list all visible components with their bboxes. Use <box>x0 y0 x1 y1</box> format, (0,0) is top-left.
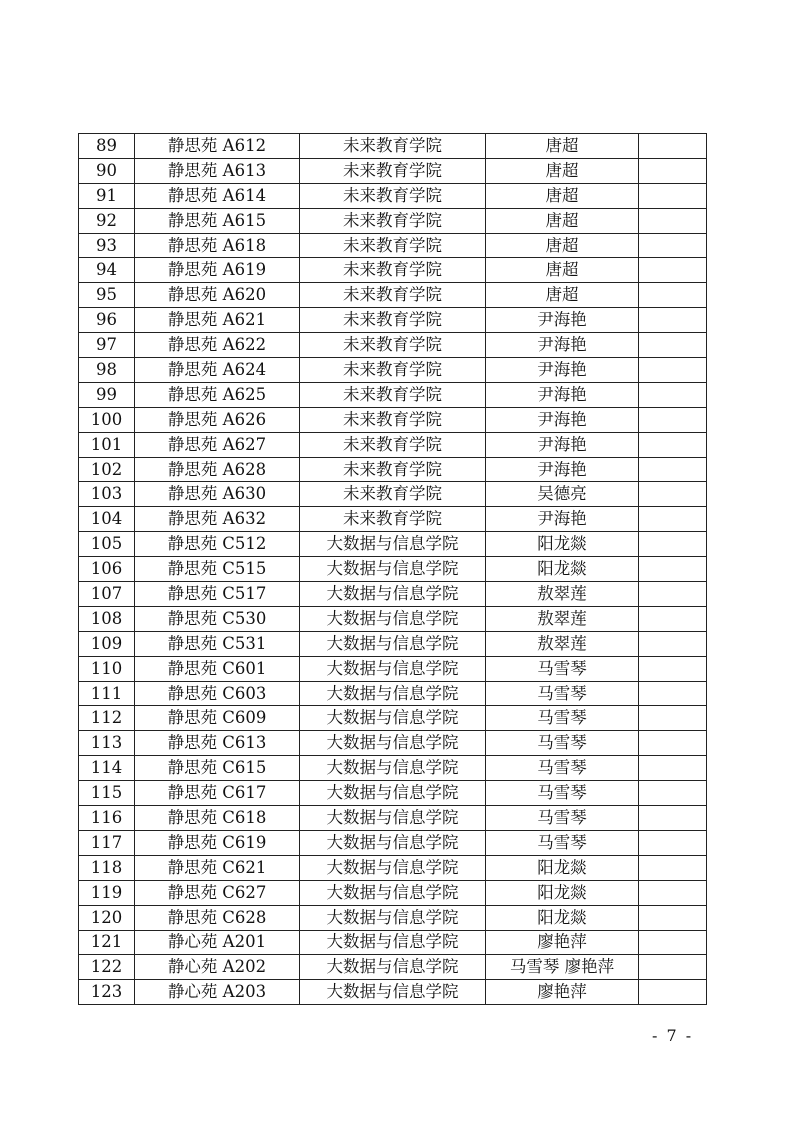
row-number-cell: 105 <box>79 532 135 557</box>
row-number-cell: 115 <box>79 781 135 806</box>
teacher-cell: 马雪琴 廖艳萍 <box>486 955 639 980</box>
table-row <box>79 606 707 631</box>
college-cell: 大数据与信息学院 <box>300 582 486 607</box>
row-number-cell: 117 <box>79 830 135 855</box>
row-number-cell: 122 <box>79 955 135 980</box>
remark-cell <box>639 358 707 383</box>
college-cell: 未来教育学院 <box>300 158 486 183</box>
table-row <box>79 233 707 258</box>
row-number-cell: 104 <box>79 507 135 532</box>
teacher-cell: 敖翠莲 <box>486 606 639 631</box>
dorm-room-cell: 静思苑 A622 <box>135 333 300 358</box>
row-number-cell: 93 <box>79 233 135 258</box>
row-number-cell: 103 <box>79 482 135 507</box>
college-cell: 大数据与信息学院 <box>300 955 486 980</box>
remark-cell <box>639 631 707 656</box>
table-row <box>79 158 707 183</box>
remark-cell <box>639 830 707 855</box>
college-cell: 未来教育学院 <box>300 233 486 258</box>
teacher-cell: 马雪琴 <box>486 681 639 706</box>
table-row <box>79 582 707 607</box>
teacher-cell: 马雪琴 <box>486 706 639 731</box>
teacher-cell: 尹海艳 <box>486 308 639 333</box>
table-row <box>79 830 707 855</box>
remark-cell <box>639 432 707 457</box>
table-row <box>79 880 707 905</box>
row-number-cell: 123 <box>79 980 135 1005</box>
teacher-cell: 尹海艳 <box>486 432 639 457</box>
college-cell: 未来教育学院 <box>300 407 486 432</box>
row-number-cell: 100 <box>79 407 135 432</box>
row-number-cell: 116 <box>79 806 135 831</box>
dorm-table <box>78 133 707 1005</box>
dorm-room-cell: 静思苑 A626 <box>135 407 300 432</box>
remark-cell <box>639 681 707 706</box>
remark-cell <box>639 806 707 831</box>
table-row <box>79 382 707 407</box>
table-row <box>79 731 707 756</box>
teacher-cell: 马雪琴 <box>486 806 639 831</box>
college-cell: 未来教育学院 <box>300 482 486 507</box>
remark-cell <box>639 407 707 432</box>
dorm-room-cell: 静思苑 A630 <box>135 482 300 507</box>
row-number-cell: 99 <box>79 382 135 407</box>
dorm-room-cell: 静心苑 A203 <box>135 980 300 1005</box>
table-row <box>79 855 707 880</box>
teacher-cell: 马雪琴 <box>486 656 639 681</box>
college-cell: 大数据与信息学院 <box>300 980 486 1005</box>
row-number-cell: 102 <box>79 457 135 482</box>
college-cell: 大数据与信息学院 <box>300 606 486 631</box>
remark-cell <box>639 905 707 930</box>
college-cell: 未来教育学院 <box>300 308 486 333</box>
teacher-cell: 阳龙燚 <box>486 557 639 582</box>
college-cell: 大数据与信息学院 <box>300 681 486 706</box>
college-cell: 未来教育学院 <box>300 457 486 482</box>
remark-cell <box>639 781 707 806</box>
college-cell: 大数据与信息学院 <box>300 905 486 930</box>
teacher-cell: 马雪琴 <box>486 756 639 781</box>
college-cell: 未来教育学院 <box>300 432 486 457</box>
dorm-room-cell: 静思苑 C517 <box>135 582 300 607</box>
dorm-room-cell: 静心苑 A201 <box>135 930 300 955</box>
dorm-room-cell: 静思苑 C617 <box>135 781 300 806</box>
teacher-cell: 唐超 <box>486 258 639 283</box>
teacher-cell: 敖翠莲 <box>486 582 639 607</box>
teacher-cell: 廖艳萍 <box>486 980 639 1005</box>
teacher-cell: 唐超 <box>486 283 639 308</box>
dorm-room-cell: 静思苑 A632 <box>135 507 300 532</box>
remark-cell <box>639 756 707 781</box>
table-row <box>79 631 707 656</box>
teacher-cell: 阳龙燚 <box>486 880 639 905</box>
row-number-cell: 107 <box>79 582 135 607</box>
dorm-room-cell: 静思苑 A614 <box>135 183 300 208</box>
teacher-cell: 敖翠莲 <box>486 631 639 656</box>
college-cell: 大数据与信息学院 <box>300 930 486 955</box>
dorm-room-cell: 静思苑 A620 <box>135 283 300 308</box>
dorm-room-cell: 静思苑 A615 <box>135 208 300 233</box>
remark-cell <box>639 582 707 607</box>
remark-cell <box>639 656 707 681</box>
teacher-cell: 吴德亮 <box>486 482 639 507</box>
row-number-cell: 91 <box>79 183 135 208</box>
dorm-room-cell: 静思苑 C515 <box>135 557 300 582</box>
row-number-cell: 110 <box>79 656 135 681</box>
row-number-cell: 121 <box>79 930 135 955</box>
dorm-room-cell: 静思苑 C601 <box>135 656 300 681</box>
teacher-cell: 尹海艳 <box>486 382 639 407</box>
table-row <box>79 656 707 681</box>
table-row <box>79 681 707 706</box>
college-cell: 大数据与信息学院 <box>300 706 486 731</box>
row-number-cell: 92 <box>79 208 135 233</box>
college-cell: 未来教育学院 <box>300 283 486 308</box>
dorm-room-cell: 静思苑 C615 <box>135 756 300 781</box>
dorm-room-cell: 静思苑 A613 <box>135 158 300 183</box>
teacher-cell: 阳龙燚 <box>486 905 639 930</box>
page-number: - 7 - <box>652 1026 694 1045</box>
table-row <box>79 930 707 955</box>
teacher-cell: 尹海艳 <box>486 358 639 383</box>
college-cell: 大数据与信息学院 <box>300 532 486 557</box>
college-cell: 未来教育学院 <box>300 258 486 283</box>
table-row <box>79 283 707 308</box>
row-number-cell: 113 <box>79 731 135 756</box>
remark-cell <box>639 134 707 159</box>
row-number-cell: 114 <box>79 756 135 781</box>
row-number-cell: 96 <box>79 308 135 333</box>
remark-cell <box>639 308 707 333</box>
remark-cell <box>639 507 707 532</box>
teacher-cell: 唐超 <box>486 233 639 258</box>
table-row <box>79 955 707 980</box>
remark-cell <box>639 731 707 756</box>
remark-cell <box>639 382 707 407</box>
college-cell: 大数据与信息学院 <box>300 781 486 806</box>
row-number-cell: 90 <box>79 158 135 183</box>
dorm-room-cell: 静思苑 C628 <box>135 905 300 930</box>
remark-cell <box>639 482 707 507</box>
row-number-cell: 94 <box>79 258 135 283</box>
dorm-room-cell: 静思苑 C530 <box>135 606 300 631</box>
teacher-cell: 唐超 <box>486 208 639 233</box>
college-cell: 大数据与信息学院 <box>300 731 486 756</box>
row-number-cell: 97 <box>79 333 135 358</box>
college-cell: 未来教育学院 <box>300 382 486 407</box>
table-row <box>79 432 707 457</box>
college-cell: 未来教育学院 <box>300 507 486 532</box>
teacher-cell: 廖艳萍 <box>486 930 639 955</box>
teacher-cell: 尹海艳 <box>486 333 639 358</box>
remark-cell <box>639 532 707 557</box>
dorm-table-body <box>79 134 707 1005</box>
teacher-cell: 马雪琴 <box>486 781 639 806</box>
row-number-cell: 108 <box>79 606 135 631</box>
dorm-room-cell: 静思苑 A618 <box>135 233 300 258</box>
table-row <box>79 358 707 383</box>
table-row <box>79 507 707 532</box>
college-cell: 大数据与信息学院 <box>300 557 486 582</box>
college-cell: 大数据与信息学院 <box>300 880 486 905</box>
row-number-cell: 106 <box>79 557 135 582</box>
row-number-cell: 109 <box>79 631 135 656</box>
remark-cell <box>639 158 707 183</box>
remark-cell <box>639 183 707 208</box>
dorm-room-cell: 静思苑 A612 <box>135 134 300 159</box>
remark-cell <box>639 233 707 258</box>
row-number-cell: 118 <box>79 855 135 880</box>
teacher-cell: 阳龙燚 <box>486 532 639 557</box>
table-row <box>79 183 707 208</box>
dorm-room-cell: 静思苑 A619 <box>135 258 300 283</box>
table-row <box>79 134 707 159</box>
row-number-cell: 95 <box>79 283 135 308</box>
dorm-room-cell: 静思苑 C621 <box>135 855 300 880</box>
remark-cell <box>639 855 707 880</box>
teacher-cell: 唐超 <box>486 158 639 183</box>
dorm-room-cell: 静思苑 A621 <box>135 308 300 333</box>
dorm-room-cell: 静思苑 A627 <box>135 432 300 457</box>
table-row <box>79 208 707 233</box>
table-row <box>79 980 707 1005</box>
teacher-cell: 尹海艳 <box>486 507 639 532</box>
table-row <box>79 482 707 507</box>
dorm-room-cell: 静思苑 A624 <box>135 358 300 383</box>
table-row <box>79 407 707 432</box>
teacher-cell: 阳龙燚 <box>486 855 639 880</box>
college-cell: 未来教育学院 <box>300 208 486 233</box>
college-cell: 大数据与信息学院 <box>300 855 486 880</box>
dorm-room-cell: 静心苑 A202 <box>135 955 300 980</box>
college-cell: 大数据与信息学院 <box>300 756 486 781</box>
table-row <box>79 333 707 358</box>
college-cell: 未来教育学院 <box>300 134 486 159</box>
table-row <box>79 781 707 806</box>
remark-cell <box>639 880 707 905</box>
college-cell: 大数据与信息学院 <box>300 806 486 831</box>
row-number-cell: 120 <box>79 905 135 930</box>
row-number-cell: 111 <box>79 681 135 706</box>
dorm-room-cell: 静思苑 A625 <box>135 382 300 407</box>
row-number-cell: 89 <box>79 134 135 159</box>
table-row <box>79 258 707 283</box>
table-row <box>79 308 707 333</box>
dorm-room-cell: 静思苑 A628 <box>135 457 300 482</box>
remark-cell <box>639 955 707 980</box>
row-number-cell: 101 <box>79 432 135 457</box>
remark-cell <box>639 606 707 631</box>
remark-cell <box>639 557 707 582</box>
college-cell: 未来教育学院 <box>300 333 486 358</box>
remark-cell <box>639 208 707 233</box>
college-cell: 未来教育学院 <box>300 183 486 208</box>
dorm-room-cell: 静思苑 C531 <box>135 631 300 656</box>
dorm-room-cell: 静思苑 C603 <box>135 681 300 706</box>
table-row <box>79 532 707 557</box>
remark-cell <box>639 457 707 482</box>
remark-cell <box>639 980 707 1005</box>
table-row <box>79 905 707 930</box>
remark-cell <box>639 283 707 308</box>
teacher-cell: 尹海艳 <box>486 457 639 482</box>
row-number-cell: 98 <box>79 358 135 383</box>
row-number-cell: 112 <box>79 706 135 731</box>
remark-cell <box>639 333 707 358</box>
college-cell: 大数据与信息学院 <box>300 631 486 656</box>
teacher-cell: 尹海艳 <box>486 407 639 432</box>
table-row <box>79 806 707 831</box>
remark-cell <box>639 706 707 731</box>
dorm-room-cell: 静思苑 C609 <box>135 706 300 731</box>
teacher-cell: 马雪琴 <box>486 830 639 855</box>
table-row <box>79 457 707 482</box>
teacher-cell: 唐超 <box>486 183 639 208</box>
dorm-room-cell: 静思苑 C618 <box>135 806 300 831</box>
teacher-cell: 马雪琴 <box>486 731 639 756</box>
row-number-cell: 119 <box>79 880 135 905</box>
dorm-room-cell: 静思苑 C619 <box>135 830 300 855</box>
college-cell: 大数据与信息学院 <box>300 656 486 681</box>
dorm-room-cell: 静思苑 C512 <box>135 532 300 557</box>
remark-cell <box>639 258 707 283</box>
table-row <box>79 756 707 781</box>
table-row <box>79 706 707 731</box>
dorm-room-cell: 静思苑 C613 <box>135 731 300 756</box>
table-row <box>79 557 707 582</box>
college-cell: 大数据与信息学院 <box>300 830 486 855</box>
college-cell: 未来教育学院 <box>300 358 486 383</box>
teacher-cell: 唐超 <box>486 134 639 159</box>
remark-cell <box>639 930 707 955</box>
dorm-room-cell: 静思苑 C627 <box>135 880 300 905</box>
